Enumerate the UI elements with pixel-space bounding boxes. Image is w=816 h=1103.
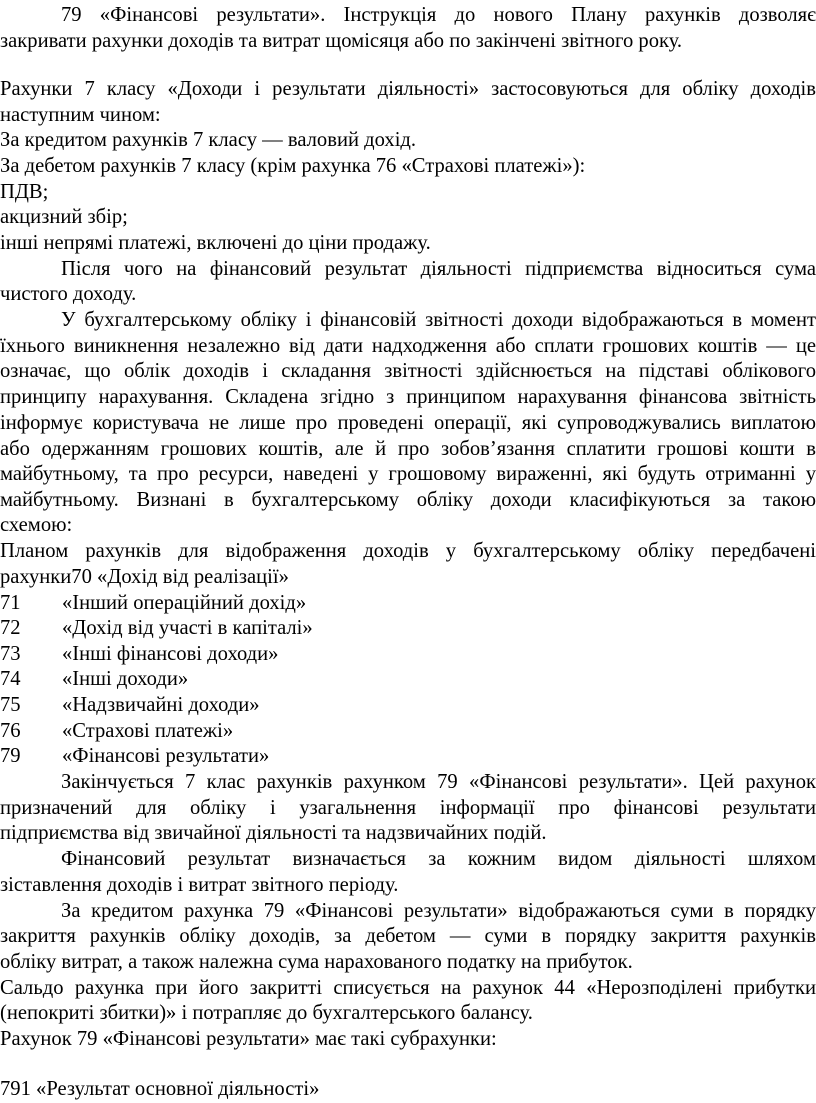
- text-line: Рахунки 7 класу «Доходи і результати діяльності» застосовуються для обліку доходів: [0, 78, 816, 100]
- account-number: 79: [0, 745, 21, 767]
- account-name: «Фінансові результати»: [62, 745, 270, 767]
- text-line: Планом рахунків для відображення доходів у бухгалтерському обліку передбачені: [0, 540, 816, 562]
- account-name: «Страхові платежі»: [62, 720, 234, 742]
- text-line: схемою:: [0, 514, 73, 536]
- text-line: наступним чином:: [0, 104, 161, 126]
- text-line: Сальдо рахунка при його закритті списується на рахунок 44 «Нерозподілені прибутки: [0, 977, 816, 999]
- account-list-item: [0, 641, 816, 667]
- text-line: Після чого на фінансовий результат діяльності підприємства відноситься сума: [61, 258, 816, 280]
- text-line: 79 «Фінансові результати». Інструкція до нового Плану рахунків дозволяє: [61, 4, 816, 26]
- text-line: Рахунок 79 «Фінансові результати» має такі субрахунки:: [0, 1028, 497, 1050]
- text-line: За дебетом рахунків 7 класу (крім рахунка 76 «Страхові платежі»):: [0, 155, 586, 177]
- text-line: У бухгалтерському обліку і фінансовій звітності доходи відображаються в момент: [61, 309, 816, 331]
- text-line: чистого доходу.: [0, 283, 137, 305]
- text-line: обліку витрат, а також належна сума нарахованого податку на прибуток.: [0, 951, 633, 973]
- text-line: принципу нарахування. Складена згідно з принципом нарахування фінансова звітність: [0, 386, 816, 408]
- account-name: «Дохід від участі в капіталі»: [62, 617, 313, 639]
- text-line: рахунки70 «Дохід від реалізації»: [0, 566, 289, 588]
- account-number: 72: [0, 617, 21, 639]
- text-line: За кредитом рахунків 7 класу — валовий дохід.: [0, 129, 417, 151]
- text-line: 791 «Результат основної діяльності»: [0, 1078, 320, 1100]
- text-line: ПДВ;: [0, 181, 49, 203]
- text-line: акцизний збір;: [0, 206, 128, 228]
- text-line: зіставлення доходів і витрат звітного періоду.: [0, 874, 399, 896]
- account-list-item: [0, 666, 816, 692]
- account-number: 73: [0, 643, 21, 665]
- account-number: 71: [0, 592, 21, 614]
- account-list-item: [0, 692, 816, 718]
- account-number: 74: [0, 668, 21, 690]
- text-line: означає, що облік доходів і складання звітності здійснюється на підставі облікового: [0, 360, 816, 382]
- account-name: «Надзвичайні доходи»: [62, 694, 260, 716]
- text-line: їхнього виникнення незалежно від дати надходження або сплати грошових коштів — це: [0, 335, 816, 357]
- account-name: «Інший операційний дохід»: [62, 592, 307, 614]
- account-list-item: [0, 718, 816, 744]
- text-line: закриття рахунків обліку доходів, за дебетом — суми в порядку закриття рахунків: [0, 925, 816, 947]
- text-line: інформує користувача не лише про проведені операції, які супроводжувались виплатою: [0, 412, 816, 434]
- text-line: майбутньому. Визнані в бухгалтерському обліку доходи класифікуються за такою: [0, 489, 816, 511]
- account-list-item: [0, 615, 816, 641]
- text-line: майбутньому, та про ресурси, наведені у грошовому вираженні, які будуть отриманні у: [0, 463, 816, 485]
- text-line: Фінансовий результат визначається за кожним видом діяльності шляхом: [61, 848, 816, 870]
- account-name: «Інші фінансові доходи»: [62, 643, 279, 665]
- text-line: За кредитом рахунка 79 «Фінансові результати» відображаються суми в порядку: [61, 900, 816, 922]
- text-line: Закінчується 7 клас рахунків рахунком 79 «Фінансові результати». Цей рахунок: [61, 771, 816, 793]
- account-list-item: [0, 590, 816, 616]
- account-name: «Інші доходи»: [62, 668, 189, 690]
- text-line: інші непрямі платежі, включені до ціни продажу.: [0, 232, 431, 254]
- text-line: призначений для обліку і узагальнення інформації про фінансові результати: [0, 797, 816, 819]
- account-number: 75: [0, 694, 21, 716]
- account-list-item: [0, 743, 816, 769]
- account-number: 76: [0, 720, 21, 742]
- text-line: підприємства від звичайної діяльності та надзвичайних подій.: [0, 822, 547, 844]
- text-line: або одержанням грошових коштів, але й про зобов’язання сплатити грошові кошти в: [0, 438, 816, 460]
- text-line: (непокриті збитки)» і потрапляє до бухгалтерського балансу.: [0, 1002, 533, 1024]
- text-line: закривати рахунки доходів та витрат щомісяця або по закінчені звітного року.: [0, 30, 683, 52]
